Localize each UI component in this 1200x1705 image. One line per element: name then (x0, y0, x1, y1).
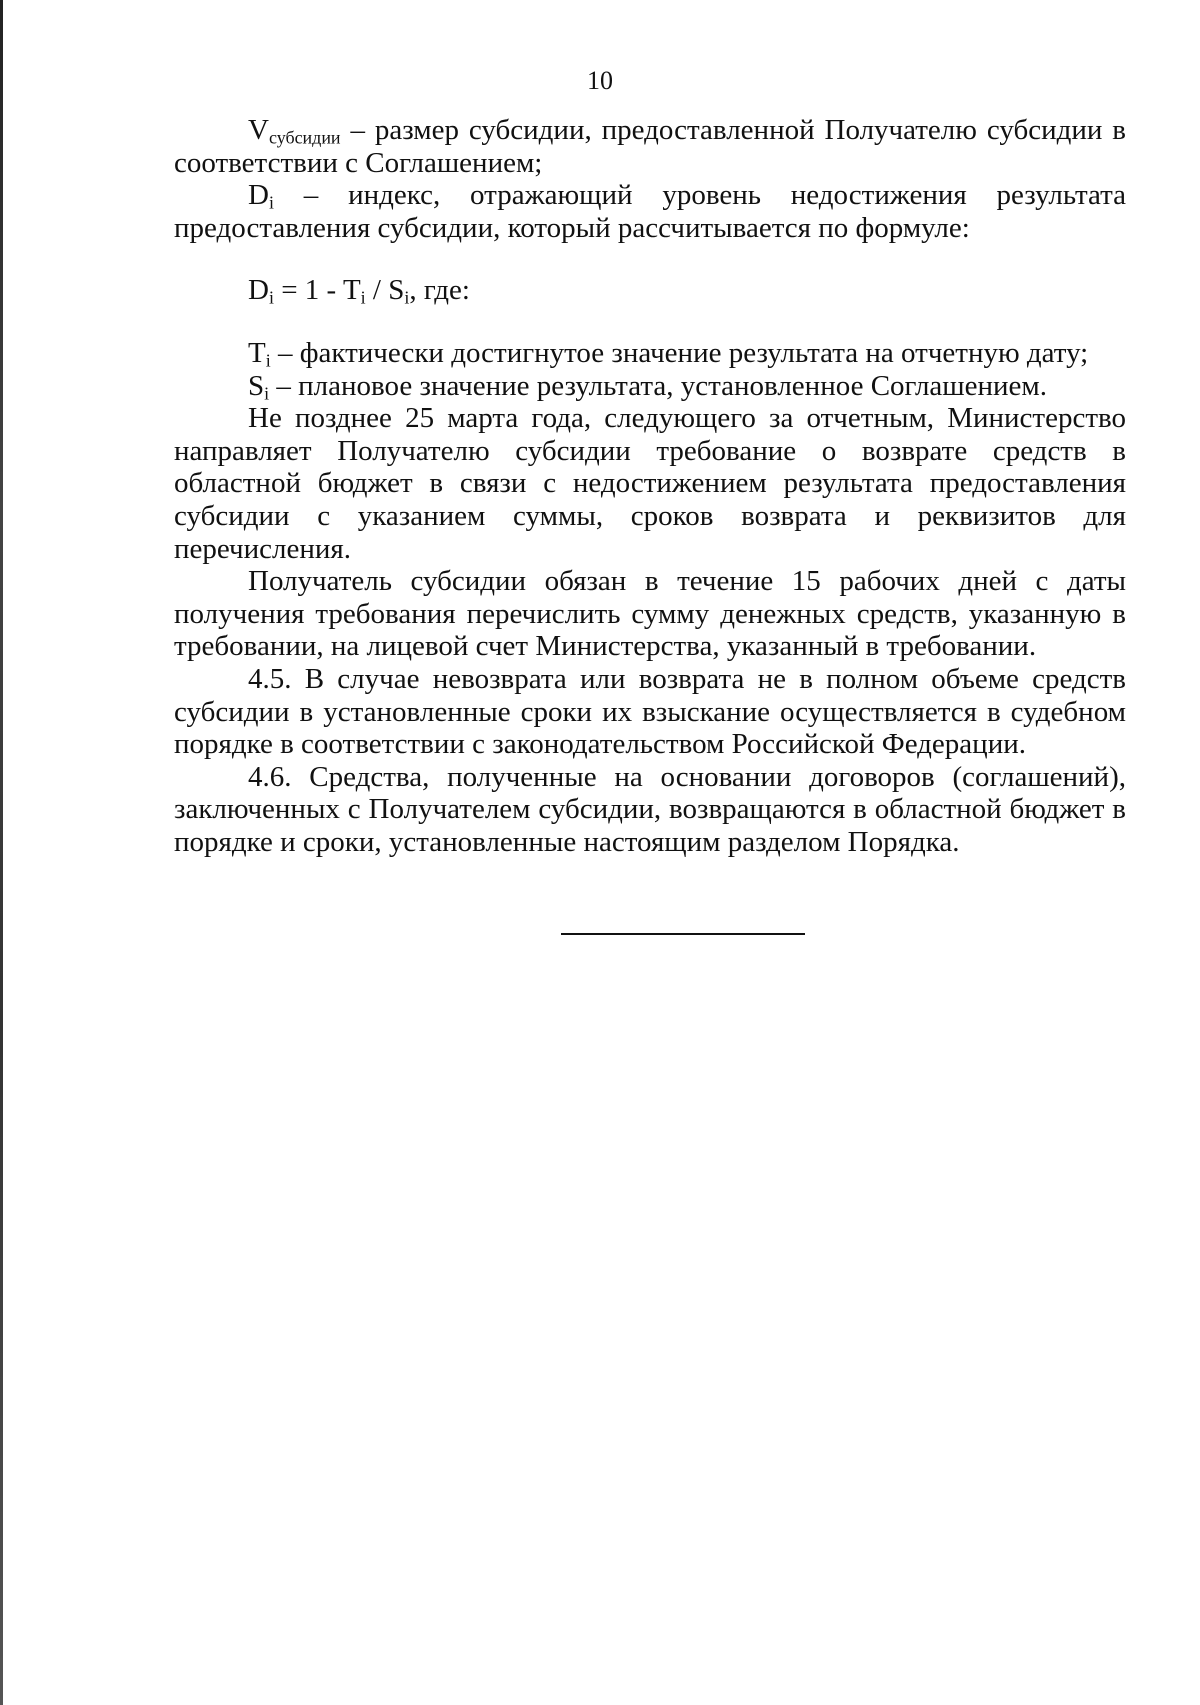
s-definition-text: – плановое значение результата, установленное Соглашением. (269, 369, 1048, 402)
s-symbol: S (248, 369, 265, 402)
formula-end: , где: (409, 274, 470, 307)
paragraph-t-definition (174, 337, 1126, 370)
v-symbol: V (248, 114, 269, 146)
d-symbol: D (248, 179, 269, 212)
page-number: 10 (587, 66, 613, 95)
d-subscript: i (268, 192, 274, 213)
s-subscript: i (264, 383, 270, 404)
scan-edge (0, 0, 3, 1705)
formula-slash: / S (365, 274, 405, 307)
paragraph-s-definition (174, 370, 1126, 403)
paragraph-obligation: Получатель субсидии обязан в течение 15 рабочих дней с даты получения требования перечислить сумму денежных средств, указанную в требовании, на лицевой счет Министерства, указанный в требовании. (174, 565, 1126, 663)
v-definition-text: – размер субсидии, предоставленной Получателю субсидии в соответствии с Соглашением; (174, 114, 1126, 179)
paragraph-v-definition (174, 114, 1126, 179)
paragraph-4-5: 4.5. В случае невозврата или возврата не в полном объеме средств субсидии в установленные сроки их взыскание осуществляется в судебном порядке в соответствии с законодательством Российской Федерации. (174, 662, 1126, 761)
v-subscript: субсидии (268, 127, 341, 148)
t-symbol: T (248, 336, 266, 369)
paragraph-d-definition (174, 179, 1126, 244)
formula-s-sub: i (404, 287, 410, 308)
document-body (174, 114, 1126, 858)
end-of-document-rule (561, 933, 805, 935)
paragraph-deadline: Не позднее 25 марта года, следующего за отчетным, Министерство направляет Получателю субсидии требование о возврате средств в областной бюджет в связи с недостижением результата предоставления субсидии с указанием суммы, сроков возврата и реквизитов для перечисления. (174, 402, 1126, 565)
formula-middle: = 1 - T (273, 274, 361, 307)
t-subscript: i (265, 350, 271, 371)
formula-d: D (248, 274, 269, 307)
formula-t-sub: i (360, 287, 366, 308)
t-definition-text: – фактически достигнутое значение результата на отчетную дату; (270, 336, 1089, 369)
formula-d-sub: i (268, 287, 274, 308)
d-definition-text: – индекс, отражающий уровень недостижения результата предоставления субсидии, который рассчитывается по формуле: (174, 179, 1126, 244)
formula-line (174, 274, 1126, 307)
paragraph-4-6: 4.6. Средства, полученные на основании договоров (соглашений), заключенных с Получателем субсидии, возвращаются в областной бюджет в порядке и сроки, установленные настоящим разделом Порядка. (174, 760, 1126, 858)
